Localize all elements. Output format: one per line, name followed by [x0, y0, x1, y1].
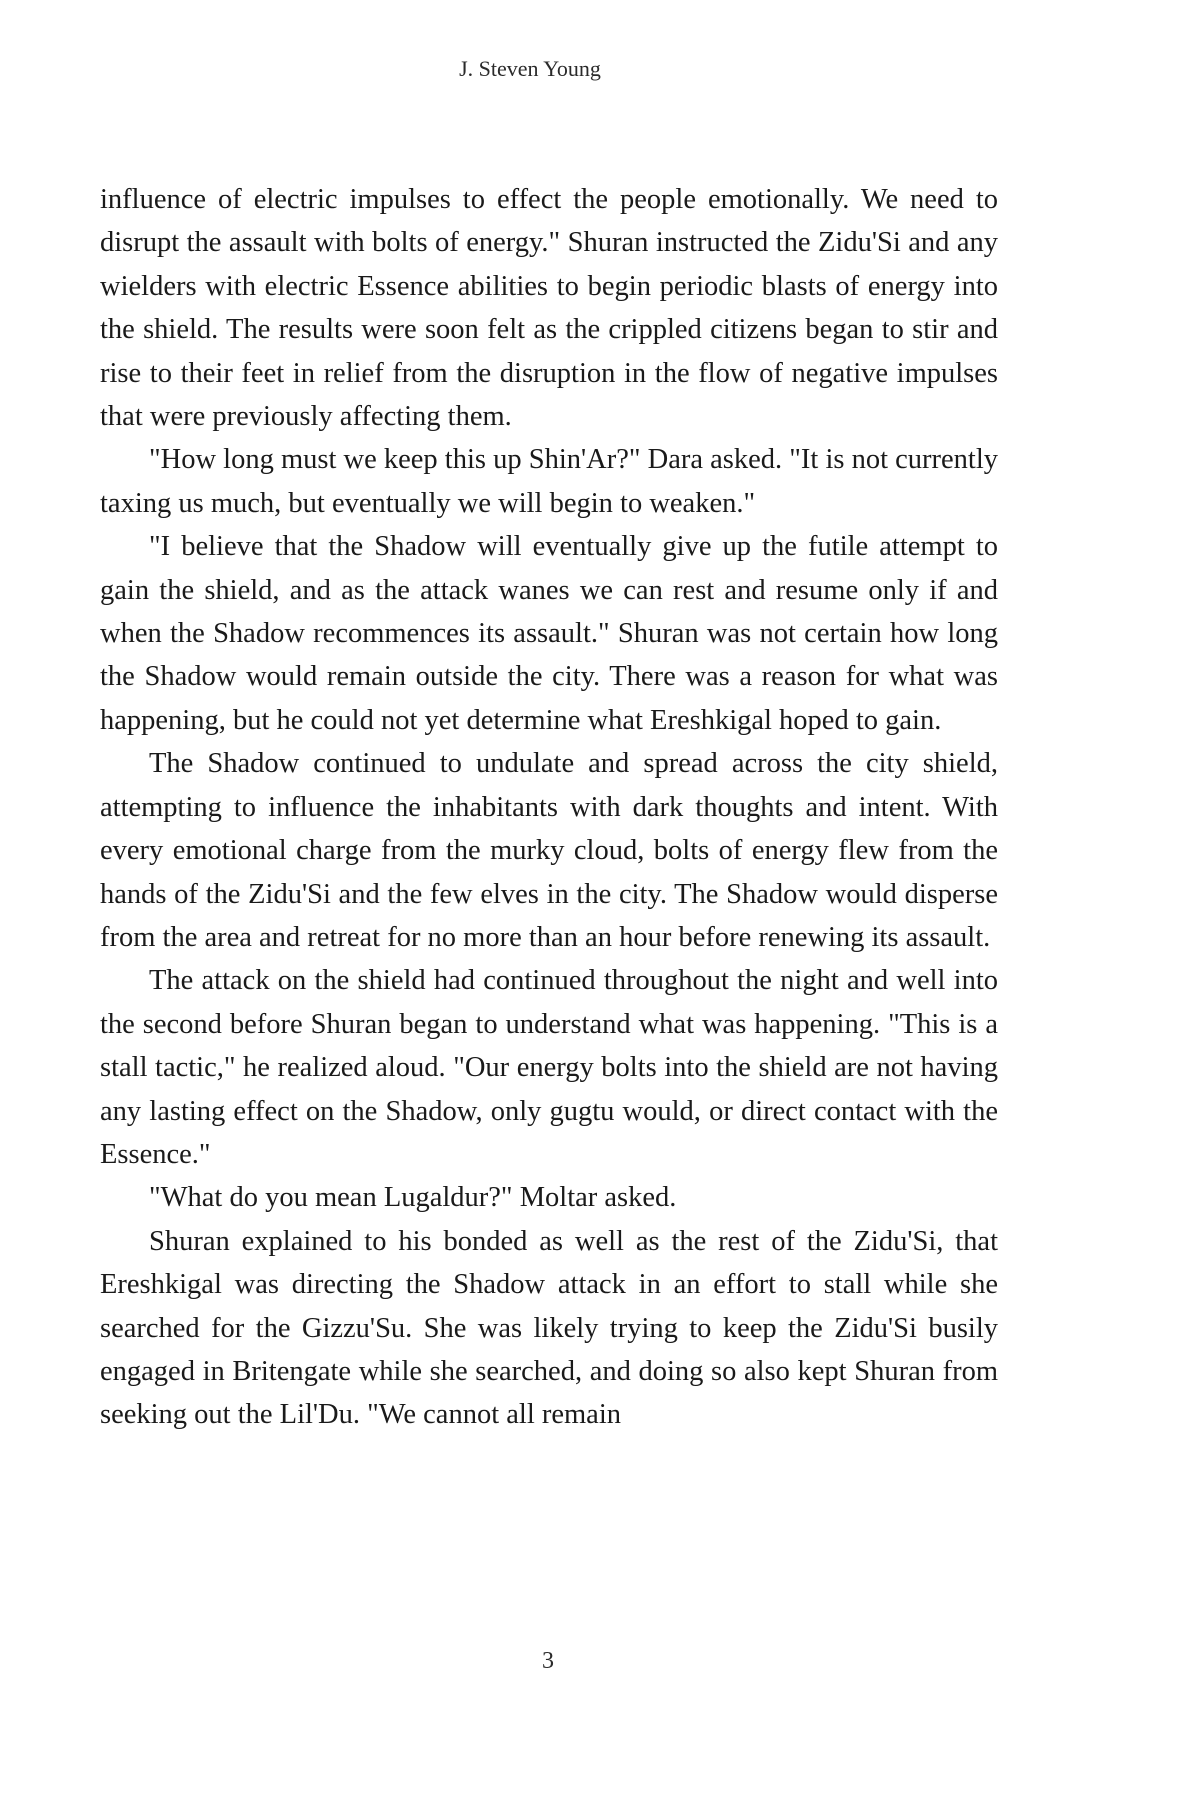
paragraph-1: influence of electric impulses to effect the people emotionally. We need to disrupt the assault with bolts of energy." Shuran instructed the Zidu'Si and any wielders with electric Essence abilities to begin periodic blasts of energy into the shield. The results were soon felt as the crippled citizens began to stir and rise to their feet in relief from the disruption in the flow of negative impulses that were previously affecting them. — [100, 184, 998, 433]
paragraph-3: "I believe that the Shadow will eventually give up the futile attempt to gain the shield, and as the attack wanes we can rest and resume only if and when the Shadow recommences its assault." Shuran was not certain how long the Shadow would remain outside the city. There was a reason for what was happening, but he could not yet determine what Ereshkigal hoped to gain. — [100, 531, 998, 736]
paragraph-7: Shuran explained to his bonded as well as the rest of the Zidu'Si, that Ereshkigal was directing the Shadow attack in an effort to stall while she searched for the Gizzu'Su. She was likely trying to keep the Zidu'Si busily engaged in Britengate while she searched, and doing so also kept Shuran from seeking out the Lil'Du. "We cannot all remain — [100, 1225, 998, 1431]
paragraph-6: "What do you mean Lugaldur?" Moltar asked. — [149, 1182, 677, 1214]
paragraph-4: The Shadow continued to undulate and spread across the city shield, attempting to influence the inhabitants with dark thoughts and intent. With every emotional charge from the murky cloud, bolts of energy flew from the hands of the Zidu'Si and the few elves in the city. The Shadow would disperse from the area and retreat for no more than an hour before renewing its assault. — [100, 748, 998, 953]
body-text — [100, 178, 998, 1437]
running-header-author: J. Steven Young — [459, 56, 601, 81]
paragraph-2: "How long must we keep this up Shin'Ar?" Dara asked. "It is not currently taxing us much, but eventually we will begin to weaken." — [100, 444, 998, 519]
page-number: 3 — [542, 1648, 554, 1674]
paragraph-5: The attack on the shield had continued throughout the night and well into the second before Shuran began to understand what was happening. "This is a stall tactic," he realized aloud. "Our energy bolts into the shield are not having any lasting effect on the Shadow, only gugtu would, or direct contact with the Essence." — [100, 965, 998, 1170]
